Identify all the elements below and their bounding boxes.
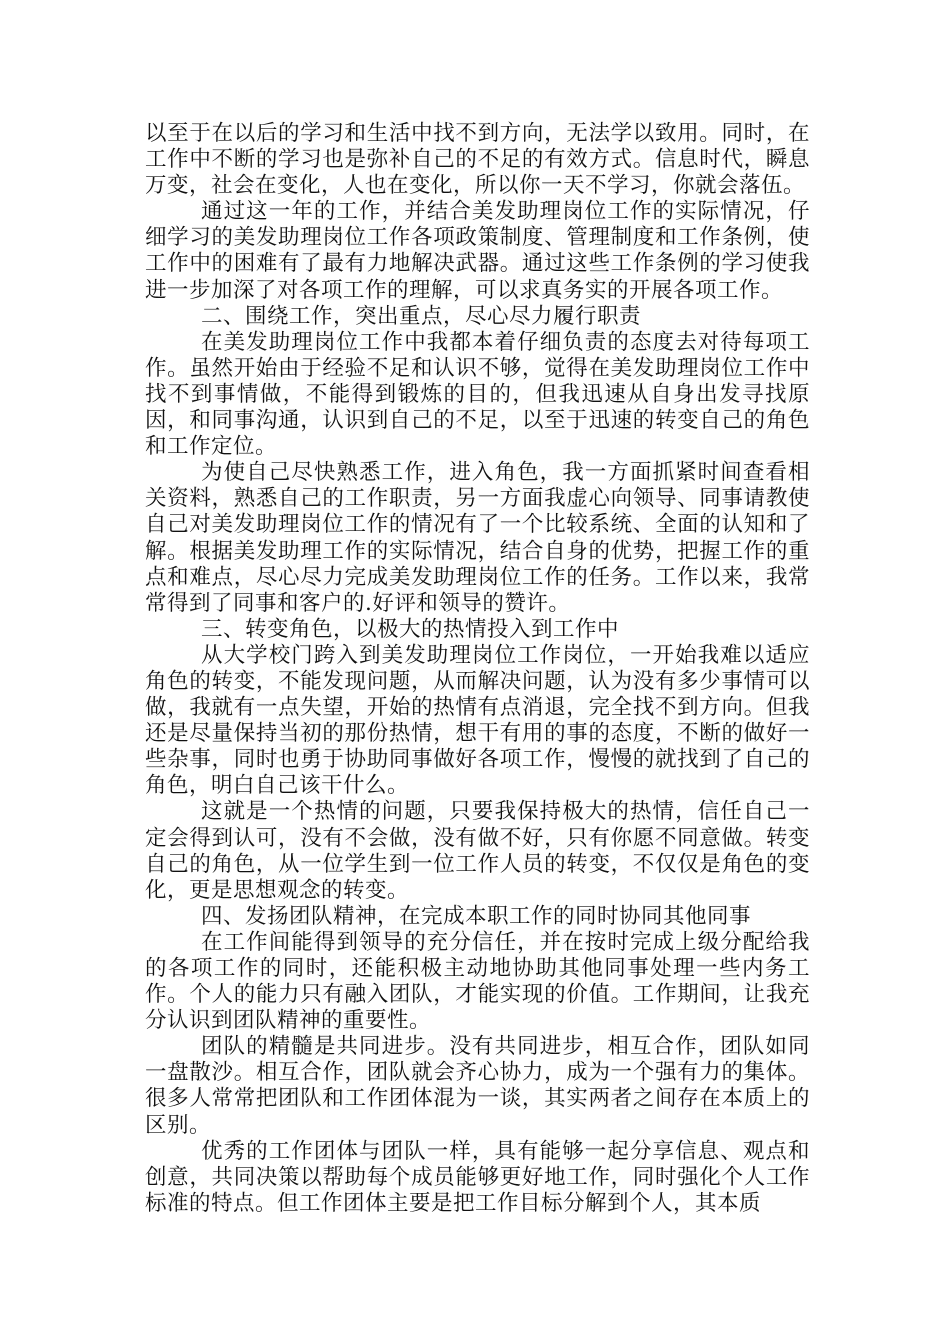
section-heading-2: 二、围绕工作，突出重点，尽心尽力履行职责 [201,303,642,329]
paragraph-6: 这就是一个热情的问题，只要我保持极大的热情，信任自己一定会得到认可，没有不会做，没有做不好，只有你愿不同意做。转变自己的角色，从一位学生到一位工作人员的转变，不仅仅是角色的变化，更是思想观念的转变。 [145,799,810,903]
paragraph-1: 以至于在以后的学习和生活中找不到方向，无法学以致用。同时，在工作中不断的学习也是弥补自己的不足的有效方式。信息时代，瞬息万变，社会在变化，人也在变化，所以你一天不学习，你就会落伍。 [145,121,810,199]
paragraph-3: 在美发助理岗位工作中我都本着仔细负责的态度去对待每项工作。虽然开始由于经验不足和认识不够，觉得在美发助理岗位工作中找不到事情做，不能得到锻炼的目的，但我迅速从自身出发寻找原因，和同事沟通，认识到自己的不足，以至于迅速的转变自己的角色和工作定位。 [145,329,810,460]
section-heading-3: 三、转变角色，以极大的热情投入到工作中 [201,616,620,642]
paragraph-4: 为使自己尽快熟悉工作，进入角色，我一方面抓紧时间查看相关资料，熟悉自己的工作职责，另一方面我虚心向领导、同事请教使自己对美发助理岗位工作的情况有了一个比较系统、全面的认知和了解。根据美发助理工作的实际情况，结合自身的优势，把握工作的重点和难点，尽心尽力完成美发助理岗位工作的任务。工作以来，我常常得到了同事和客户的.好评和领导的赞许。 [145,460,810,616]
paragraph-7: 在工作间能得到领导的充分信任，并在按时完成上级分配给我的各项工作的同时，还能积极主动地协助其他同事处理一些内务工作。个人的能力只有融入团队，才能实现的价值。工作期间，让我充分认识到团队精神的重要性。 [145,929,810,1034]
section-heading-4: 四、发扬团队精神，在完成本职工作的同时协同其他同事 [201,903,752,929]
paragraph-9: 优秀的工作团体与团队一样，具有能够一起分享信息、观点和创意，共同决策以帮助每个成员能够更好地工作，同时强化个人工作标准的特点。但工作团体主要是把工作目标分解到个人，其本质 [145,1138,810,1216]
paragraph-2: 通过这一年的工作，并结合美发助理岗位工作的实际情况，仔细学习的美发助理岗位工作各项政策制度、管理制度和工作条例，使工作中的困难有了最有力地解决武器。通过这些工作条例的学习使我进一步加深了对各项工作的理解，可以求真务实的开展各项工作。 [145,199,810,303]
paragraph-5: 从大学校门跨入到美发助理岗位工作岗位，一开始我难以适应角色的转变，不能发现问题，从而解决问题，认为没有多少事情可以做，我就有一点失望，开始的热情有点消退，完全找不到方向。但我还是尽量保持当初的那份热情，想干有用的事的态度，不断的做好一些杂事，同时也勇于协助同事做好各项工作，慢慢的就找到了自己的角色，明白自己该干什么。 [145,642,810,799]
paragraph-8: 团队的精髓是共同进步。没有共同进步，相互合作，团队如同一盘散沙。相互合作，团队就会齐心协力，成为一个强有力的集体。很多人常常把团队和工作团体混为一谈，其实两者之间存在本质上的区别。 [145,1034,810,1138]
document-body [145,121,810,1217]
